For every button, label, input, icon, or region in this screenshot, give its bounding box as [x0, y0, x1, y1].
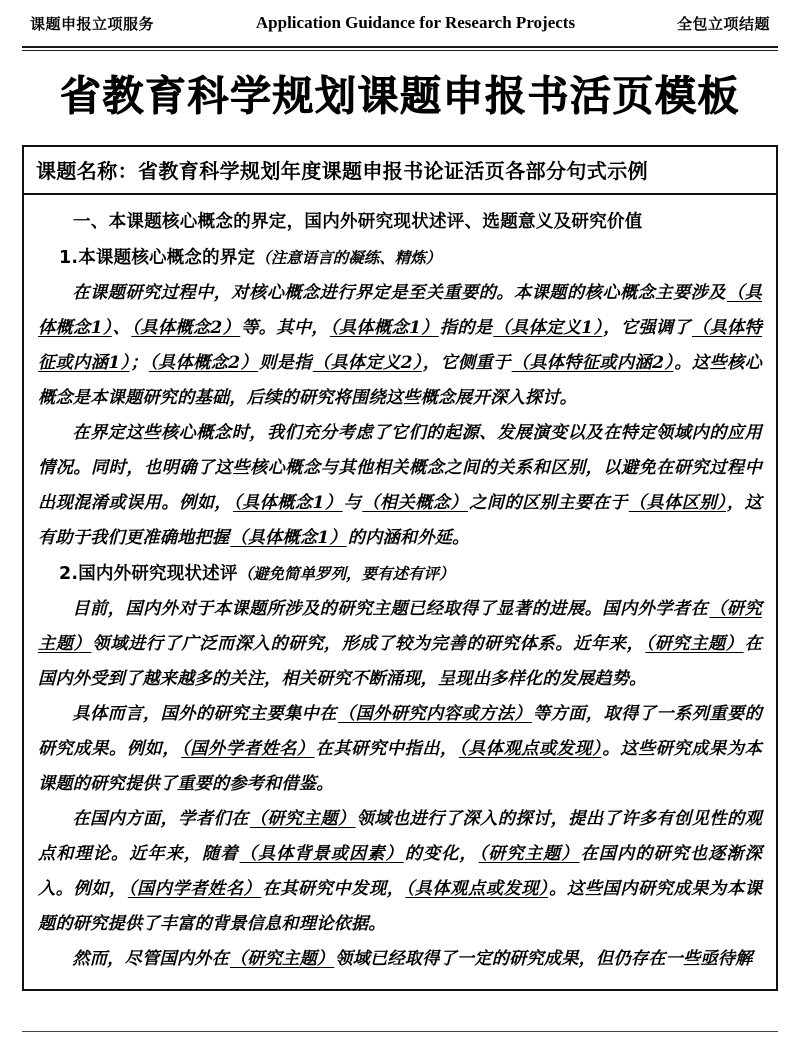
p1-blank-2: （具体概念2）	[131, 318, 241, 339]
p1-text-7: 则是指	[259, 353, 312, 374]
p4-text-2: 等方面，取得了一系列重要的研究成果。例如，	[38, 704, 762, 760]
p5-text-6: 。这些国内研究成果为本课题的研究提供了丰富的背景信息和理论依据。	[38, 879, 762, 935]
p1-blank-8: （具体特征或内涵2）	[511, 353, 674, 374]
subject-name-text: 课题名称：省教育科学规划年度课题申报书论证活页各部分句式示例	[36, 159, 648, 184]
p2-text-1: 在界定这些核心概念时，我们充分考虑了它们的起源、发展演变以及在特定领域内的应用情况。同时，也明确了这些核心概念与其他相关概念之间的关系和区别，以避免在研究过程中出现混淆或误用。例如，	[38, 423, 762, 514]
paragraph-2	[38, 416, 762, 556]
p5-text-2: 领域也进行了深入的探讨，提出了许多有创见性的观点和理论。近年来，随着	[38, 809, 762, 865]
p5-text-5: 在其研究中发现，	[262, 879, 405, 900]
p4-blank-3: （具体观点或发现）	[458, 739, 602, 760]
header-right-text: 全包立项结题	[676, 14, 770, 33]
subject-name-row	[24, 147, 776, 195]
p6-text-2: 领域已经取得了一定的研究成果，但仍存在一些亟待解	[335, 949, 753, 970]
p2-text-4: ，这有助于我们更准确地把握	[38, 493, 763, 549]
page-title: 省教育科学规划课题申报书活页模板	[60, 72, 740, 120]
argument-body-cell	[24, 195, 776, 989]
p5-blank-1: （研究主题）	[249, 809, 356, 830]
form-outer-box	[22, 145, 778, 991]
p2-blank-3: （具体区别）	[628, 493, 726, 514]
p3-blank-2: （研究主题）	[645, 634, 744, 655]
p1-text-2: 、	[112, 318, 131, 339]
p1-blank-7: （具体定义2）	[312, 353, 422, 374]
p5-text-3: 的变化，	[404, 844, 478, 865]
subsection-1-1-title: 1.本课题核心概念的界定	[59, 248, 256, 269]
p6-blank-1: （研究主题）	[229, 949, 335, 970]
p5-blank-2: （具体背景或因素）	[239, 844, 404, 865]
p1-text-5: ，它强调了	[603, 318, 691, 339]
p1-text-3: 等。其中，	[241, 318, 329, 339]
p4-text-1: 具体而言，国外的研究主要集中在	[72, 704, 337, 725]
p1-text-6: ；	[130, 353, 148, 374]
header-center-title: Application Guidance for Research Projects	[255, 13, 576, 32]
subsection-1-2-note: （避免简单罗列，要有述有评）	[237, 564, 455, 584]
p2-text-3: 之间的区别主要在于	[469, 493, 628, 514]
p1-text-8: ，它侧重于	[422, 353, 511, 374]
p3-text-1: 目前，国内外对于本课题所涉及的研究主题已经取得了显著的进展。国内外学者在	[72, 599, 709, 620]
p2-text-2: 与	[343, 493, 362, 514]
page-footer-rule	[22, 1031, 778, 1032]
paragraph-6	[38, 942, 762, 977]
p5-blank-3: （研究主题）	[478, 844, 580, 865]
subsection-1-1-note: （注意语言的凝练、精炼）	[255, 248, 442, 268]
header-left-text: 课题申报立项服务	[30, 14, 155, 33]
p1-blank-4: （具体定义1）	[493, 318, 603, 339]
p1-blank-3: （具体概念1）	[329, 318, 439, 339]
p1-text-9: 。这些核心概念是本课题研究的基础，后续的研究将围绕这些概念展开深入探讨。	[38, 353, 762, 409]
page-running-header	[0, 0, 800, 46]
p6-text-1: 然而，尽管国内外在	[72, 949, 229, 970]
p2-blank-1: （具体概念1）	[232, 493, 343, 514]
subsection-1-2-title: 2.国内外研究现状述评	[59, 564, 238, 585]
paragraph-5	[38, 802, 762, 942]
header-divider-rule	[22, 46, 778, 51]
p2-blank-4: （具体概念1）	[230, 528, 347, 549]
subsection-heading-1-2	[38, 556, 762, 592]
p3-text-3: 在国内外受到了越来越多的关注，相关研究不断涌现，呈现出多样化的发展趋势。	[38, 634, 762, 690]
p1-text-4: 指的是	[439, 318, 493, 339]
p1-blank-1: （具体概念1）	[38, 283, 763, 339]
p4-blank-2: （国外学者姓名）	[181, 739, 315, 760]
p2-blank-2: （相关概念）	[362, 493, 469, 514]
p3-text-2: 领域进行了广泛而深入的研究，形成了较为完善的研究体系。近年来，	[92, 634, 645, 655]
paragraph-1	[38, 276, 762, 416]
paragraph-4	[38, 697, 762, 802]
p4-text-4: 。这些研究成果为本课题的研究提供了重要的参考和借鉴。	[38, 739, 762, 795]
p1-text-1: 在课题研究过程中，对核心概念进行界定是至关重要的。本课题的核心概念主要涉及	[72, 283, 726, 304]
p3-blank-1: （研究主题）	[38, 599, 762, 655]
p5-text-4: 在国内的研究也逐渐深入。例如，	[38, 844, 762, 900]
paragraph-3	[38, 592, 762, 697]
p4-text-3: 在其研究中指出，	[315, 739, 458, 760]
section-heading-1: 一、本课题核心概念的界定，国内外研究现状述评、选题意义及研究价值	[73, 212, 643, 233]
p4-blank-1: （国外研究内容或方法）	[337, 704, 532, 725]
p5-blank-4: （国内学者姓名）	[127, 879, 262, 900]
p5-text-1: 在国内方面，学者们在	[72, 809, 249, 830]
subsection-heading-1-1	[38, 240, 762, 276]
p1-blank-5: （具体特征或内涵1）	[38, 318, 762, 374]
p5-blank-5: （具体观点或发现）	[405, 879, 549, 900]
p1-blank-6: （具体概念2）	[148, 353, 259, 374]
argument-body-row	[24, 195, 776, 989]
p2-text-5: 的内涵和外延。	[347, 528, 470, 549]
